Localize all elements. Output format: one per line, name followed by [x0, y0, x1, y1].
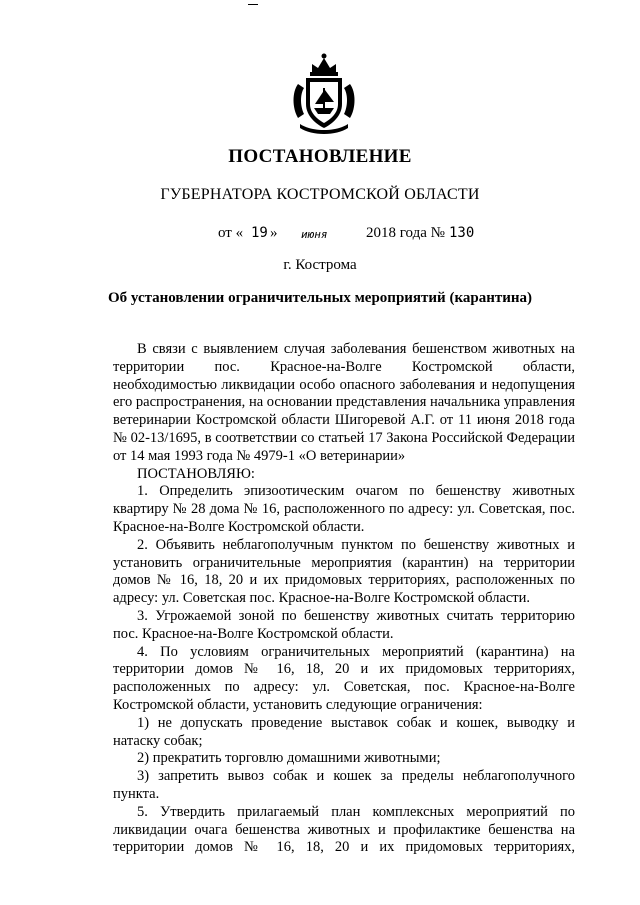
date-day: 19 [251, 225, 268, 241]
body-paragraph: ПОСТАНОВЛЯЮ: [137, 465, 255, 482]
body-paragraph: В связи с выявлением случая заболевания бешенством животных на территории пос. Красное-на-Волге Костромской области, необходимостью ликвидации особо опасного заболевания и недопущения его распространения, на основании представления начальника управления ветеринарии Костромской области Шигоревой А.Г. от 11 июня 2018 года № 02-13/1695, в соответствии со статьей 17 Закона Российской Федерации от 14 мая 1993 года № 4979-1 «О ветеринарии» [113, 341, 575, 464]
city: г. Кострома [283, 257, 357, 273]
body-paragraph: 3. Угрожаемой зоной по бешенству животных считать территорию пос. Красное-на-Волге Костромской области. [113, 607, 575, 642]
date-year: 2018 года № [366, 225, 445, 241]
body-paragraph: 2. Объявить неблагополучным пунктом по бешенству животных и установить ограничительные мероприятия (карантин) на территории домов № 16, 18, 20 и их придомовых территориях, расположенных по адресу: ул. Советская пос. Красное-на-Волге Костромской области. [113, 536, 575, 607]
date-month: июня [301, 228, 328, 241]
date-prefix: от « [218, 225, 244, 241]
body-paragraph: 1. Определить эпизоотическим очагом по бешенству животных квартиру № 28 дома № 16, расположенного по адресу: ул. Советская, пос. Красное-на-Волге Костромской области. [113, 483, 575, 535]
body-paragraph: 5. Утвердить прилагаемый план комплексных мероприятий по ликвидации очага бешенства животных и профилактике бешенства на территории домов № 16, 18, 20 и их придомовых территориях, [113, 803, 575, 856]
document-title: ПОСТАНОВЛЕНИЕ [228, 146, 412, 167]
body-paragraph: 2) прекратить торговлю домашними животными; [137, 750, 441, 767]
date-close: » [270, 225, 278, 241]
document-body [113, 341, 575, 857]
doc-number: 130 [449, 225, 475, 241]
scan-mark [248, 4, 258, 5]
body-paragraph: 3) запретить вывоз собак и кошек за пределы неблагополучного пункта. [113, 768, 575, 802]
document-heading: Об установлении ограничительных мероприятий (карантина) [107, 290, 532, 306]
coat-of-arms-icon [288, 52, 360, 138]
body-paragraph: 4. По условиям ограничительных мероприятий (карантина) на территории домов № 16, 18, 20 и их придомовых территориях, расположенных по адресу: ул. Советская, пос. Красное-на-Волге Костромской области, установить следующие ограничения: [113, 643, 575, 713]
issuer-title: ГУБЕРНАТОРА КОСТРОМСКОЙ ОБЛАСТИ [160, 186, 480, 203]
body-paragraph: 1) не допускать проведение выставок собак и кошек, выводку и натаску собак; [113, 714, 575, 749]
